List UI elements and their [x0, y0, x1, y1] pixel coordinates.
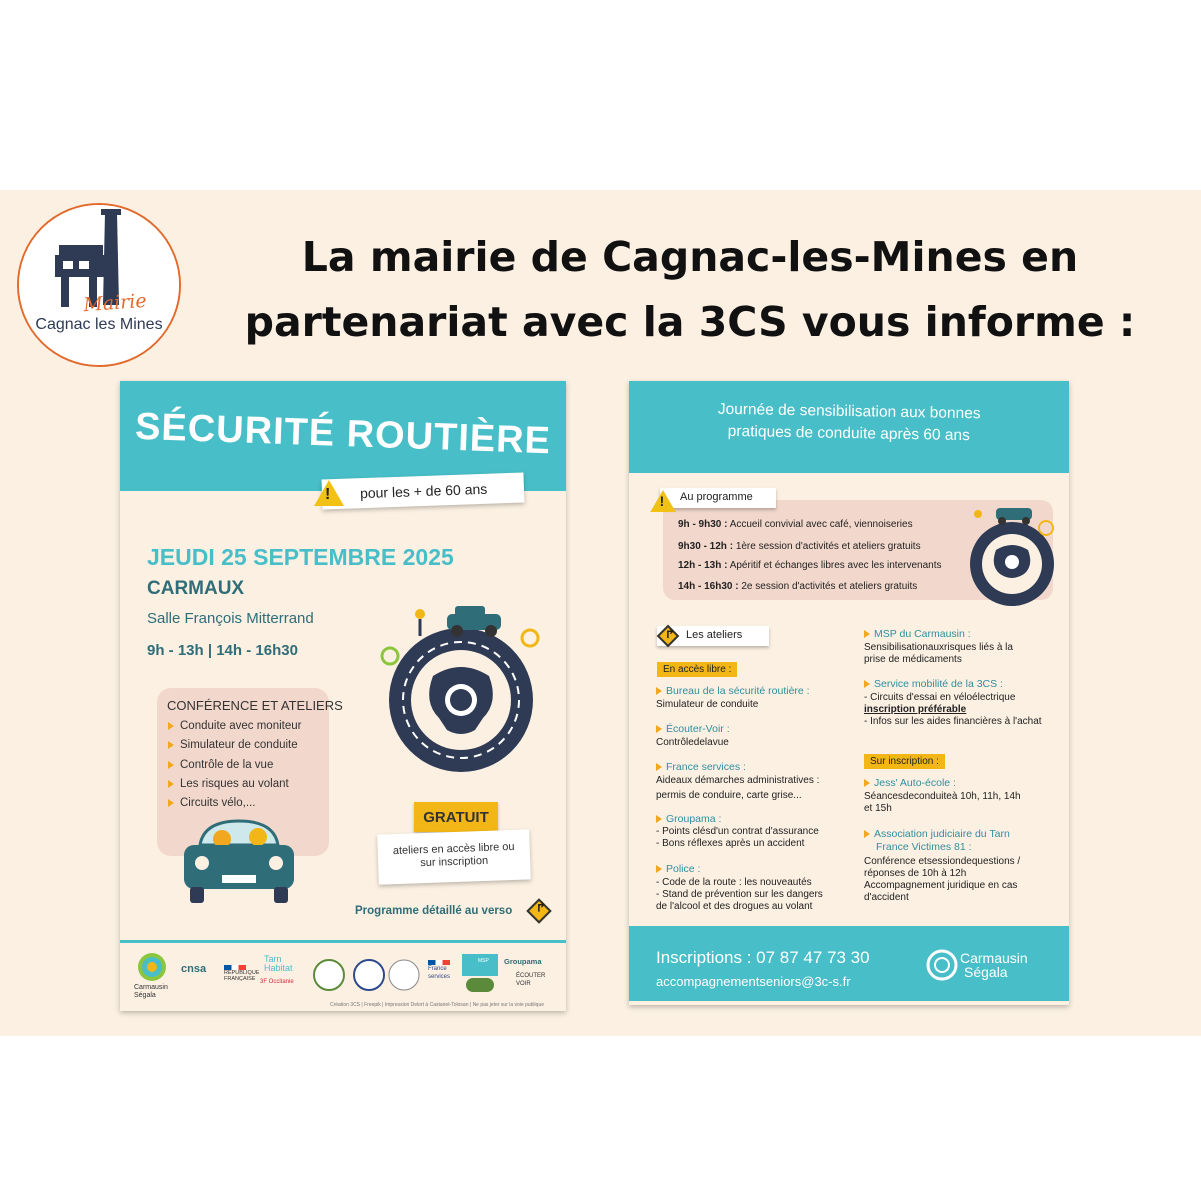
conference-list	[168, 720, 301, 816]
list-item-text: Circuits vélo,...	[180, 797, 256, 810]
atelier-title-text: Bureau de la sécurité routière :	[666, 685, 810, 697]
partner-ecouter-voir	[516, 972, 545, 988]
atelier-desc	[656, 826, 819, 850]
atelier-title-text: Association judiciaire du Tarn	[874, 828, 1010, 840]
atelier-title-text: Écouter-Voir :	[666, 723, 730, 735]
bullet-arrow-icon	[864, 830, 870, 838]
registration-phone: Inscriptions : 07 87 47 73 30	[656, 948, 870, 967]
atelier-desc	[656, 877, 823, 913]
bullet-arrow-icon	[864, 680, 870, 688]
brand-line: Carmausin	[960, 950, 1028, 966]
audience-tag: pour les + de 60 ans	[322, 472, 525, 509]
atelier-title	[656, 685, 810, 697]
atelier-desc	[864, 692, 1042, 728]
bullet-arrow-icon	[168, 799, 174, 807]
program-time: 9h30 - 12h :	[678, 541, 734, 552]
atelier-desc	[864, 856, 1020, 904]
event-date: JEUDI 25 SEPTEMBRE 2025	[147, 544, 454, 570]
atelier-title-line2: France Victimes 81 :	[876, 841, 972, 853]
partner-text: services	[428, 974, 451, 980]
bullet-arrow-icon	[656, 725, 662, 733]
partner-msp	[462, 954, 498, 976]
atelier-line: permis de conduire, carte grise...	[656, 790, 802, 801]
atelier-desc	[656, 775, 819, 802]
atelier-line: Accompagnement juridique en cas	[864, 880, 1018, 891]
list-item-text: Contrôle de la vue	[180, 758, 274, 771]
partner-text: Habitat	[264, 963, 293, 973]
atelier-line: - Bons réflexes après un accident	[656, 838, 805, 849]
partner-text: France	[428, 966, 447, 972]
atelier-line: Conférence etsessiondequestions /	[864, 856, 1021, 867]
partner-cnsa: cnsa	[181, 963, 207, 975]
carmausin-swirl-icon	[925, 948, 959, 982]
atelier-line: d'accident	[864, 892, 909, 903]
partner-round-logos	[312, 958, 422, 992]
atelier-title-text: MSP du Carmausin :	[874, 628, 971, 640]
registration-label: Sur inscription :	[864, 754, 945, 769]
bullet-arrow-icon	[656, 865, 662, 873]
atelier-title-text: Groupama :	[666, 813, 722, 825]
partner-tarn-habitat	[264, 955, 293, 973]
free-badge: GRATUIT	[414, 802, 498, 832]
atelier-title	[864, 678, 1003, 690]
atelier-line: réponses de 10h à 12h	[864, 868, 967, 879]
access-note-line: ateliers en accès libre ou	[392, 840, 515, 858]
partner-text: RÉPUBLIQUE	[224, 970, 260, 976]
atelier-line: de l'alcool et des drogues au volant	[656, 901, 813, 912]
partner-text: MSP	[478, 958, 489, 964]
list-item-text: Les risques au volant	[180, 777, 289, 790]
access-note-line: sur inscription	[420, 854, 489, 870]
event-hours: 9h - 13h | 14h - 16h30	[147, 642, 298, 659]
bullet-arrow-icon	[656, 815, 662, 823]
bullet-arrow-icon	[168, 722, 174, 730]
atelier-desc	[864, 642, 1013, 666]
list-item	[168, 739, 301, 758]
atelier-line: Aideaux démarches administratives :	[656, 775, 820, 786]
partner-text: VOIR	[516, 981, 531, 987]
steering-wheel-illustration	[375, 598, 545, 778]
atelier-line: Séancesdeconduiteà 10h, 11h, 14h	[864, 791, 1021, 802]
headline: La mairie de Cagnac-les-Mines en partenariat avec la 3CS vous informe :	[244, 233, 1136, 346]
program-line	[678, 541, 921, 552]
atelier-line: - Stand de prévention sur les dangers	[656, 889, 823, 900]
program-tag: Au programme	[660, 488, 776, 508]
atelier-desc	[656, 737, 729, 749]
atelier-desc	[864, 791, 1021, 815]
partner-rf	[224, 965, 259, 982]
right-header-text	[649, 398, 1050, 449]
atelier-line: et 15h	[864, 803, 892, 814]
bullet-arrow-icon	[656, 687, 662, 695]
right-header-banner	[629, 381, 1069, 473]
access-note	[377, 829, 531, 884]
warning-icon	[314, 480, 344, 506]
header-line: Journée de sensibilisation aux bonnes	[717, 400, 981, 423]
program-time: 14h - 16h30 :	[678, 581, 739, 592]
atelier-title-text: Jess' Auto-école :	[874, 777, 956, 789]
ateliers-tag: Les ateliers	[657, 626, 769, 646]
bullet-arrow-icon	[864, 630, 870, 638]
atelier-title-text: Police :	[666, 863, 701, 875]
bullet-arrow-icon	[168, 741, 174, 749]
free-access-label: En accès libre :	[657, 662, 737, 677]
atelier-title	[656, 761, 746, 773]
atelier-title	[864, 777, 956, 789]
program-text: Apéritif et échanges libres avec les intervenants	[729, 560, 942, 571]
atelier-desc	[656, 699, 758, 711]
bullet-arrow-icon	[168, 780, 174, 788]
header-line: pratiques de conduite après 60 ans	[727, 422, 971, 445]
carmausin-logo-icon	[134, 950, 174, 984]
brand-line: Ségala	[964, 964, 1008, 980]
partner-text: Carmausin	[134, 984, 168, 991]
partner-carmausin	[134, 984, 168, 1000]
partner-groupama: Groupama	[504, 957, 542, 966]
partner-text: Ségala	[134, 992, 156, 999]
atelier-title-text: France services :	[666, 761, 746, 773]
list-item	[168, 759, 301, 778]
atelier-line-bold: inscription préférable	[864, 704, 967, 715]
conference-title: CONFÉRENCE ET ATELIERS	[167, 698, 343, 713]
event-city: CARMAUX	[147, 578, 245, 599]
mairie-logo	[17, 203, 181, 367]
atelier-line: Sensibilisationauxrisques liés à la	[864, 642, 1013, 653]
atelier-title	[864, 628, 971, 640]
footer-divider	[120, 940, 566, 943]
partner-france-services	[428, 960, 450, 981]
program-text: Accueil convivial avec café, viennoiseries	[729, 519, 913, 530]
partner-text: Tarn	[264, 954, 282, 964]
atelier-line: - Points clésd'un contrat d'assurance	[656, 826, 819, 837]
list-item	[168, 720, 301, 739]
car-illustration	[180, 815, 298, 907]
list-item-text: Simulateur de conduite	[180, 739, 298, 752]
atelier-line: - Infos sur les aides financières à l'achat	[864, 716, 1042, 727]
atelier-line: prise de médicaments	[864, 654, 962, 665]
list-item-text: Conduite avec moniteur	[180, 720, 302, 732]
small-steering-wheel-illustration	[962, 500, 1060, 610]
logo-script-text: Mairie	[82, 289, 148, 317]
program-line	[678, 560, 942, 571]
partner-occitanie: 3F Occitanie	[260, 979, 294, 985]
partner-text: FRANÇAISE	[224, 976, 256, 982]
program-link-text: Programme détaillé au verso	[355, 905, 513, 917]
program-text: 1ère session d'activités et ateliers gratuits	[735, 541, 921, 552]
event-venue: Salle François Mitterrand	[147, 610, 314, 627]
bullet-arrow-icon	[864, 779, 870, 787]
program-line	[678, 581, 917, 592]
logo-name-text: Cagnac les Mines	[35, 316, 163, 333]
atelier-line: Contrôledelavue	[656, 737, 729, 748]
registration-email: accompagnementseniors@3c-s.fr	[656, 974, 851, 989]
print-credit: Création 3CS | Freepik | Impression Delort à Castanet-Tolosan | Ne pas jeter sur la voie publique	[330, 1002, 544, 1008]
atelier-title-text: Service mobilité de la 3CS :	[874, 678, 1003, 690]
atelier-line: - Circuits d'essai en véloélectrique	[864, 692, 1016, 703]
flyer-title: SÉCURITÉ ROUTIÈRE	[134, 405, 552, 463]
program-time: 12h - 13h :	[678, 560, 728, 571]
program-line	[678, 519, 913, 530]
atelier-title	[656, 723, 730, 735]
list-item	[168, 778, 301, 797]
program-text: 2e session d'activités et ateliers gratuits	[741, 581, 918, 592]
program-time: 9h - 9h30 :	[678, 519, 728, 530]
brand-name	[960, 951, 1028, 979]
atelier-line: Simulateur de conduite	[656, 699, 759, 710]
atelier-title	[656, 863, 700, 875]
partner-badge-icon	[466, 978, 494, 992]
partner-text: ÉCOUTER	[516, 973, 546, 979]
atelier-title	[656, 813, 721, 825]
bullet-arrow-icon	[656, 763, 662, 771]
list-item	[168, 797, 301, 816]
warning-icon	[650, 490, 676, 512]
bullet-arrow-icon	[168, 761, 174, 769]
atelier-line: - Code de la route : les nouveautés	[656, 877, 812, 888]
atelier-title	[864, 828, 1010, 840]
